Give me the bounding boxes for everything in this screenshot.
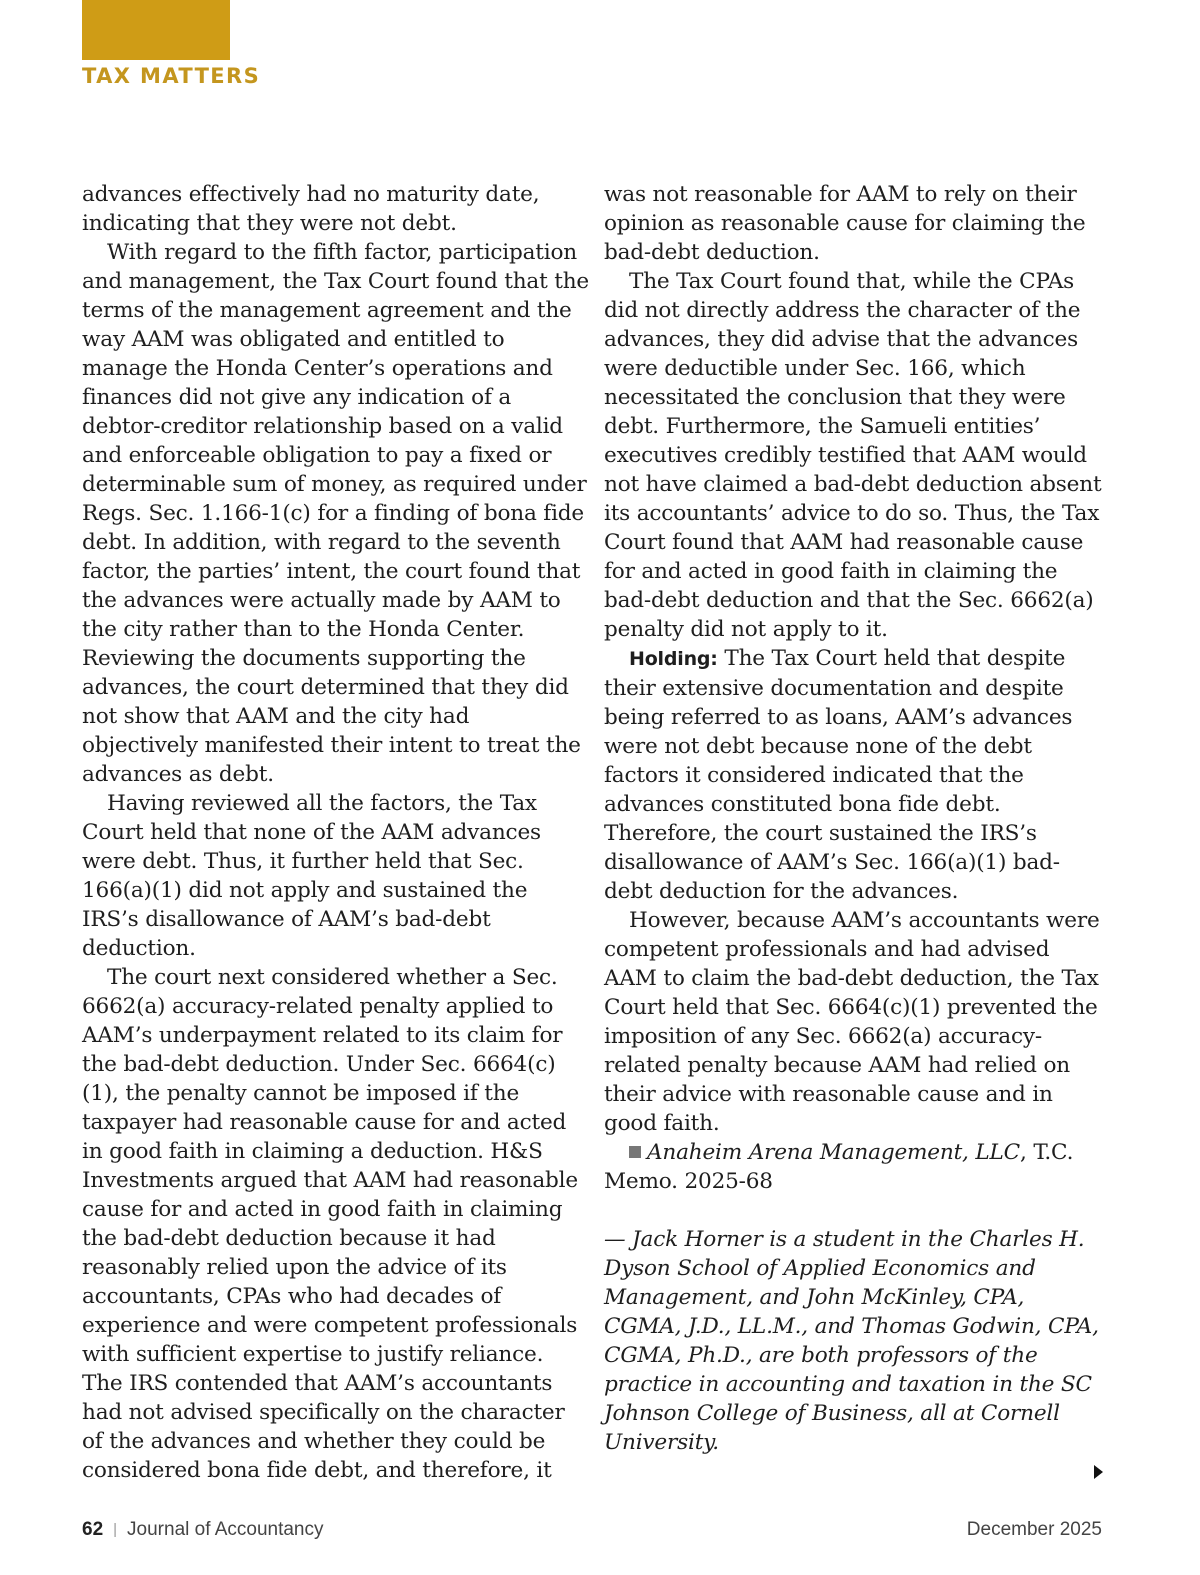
paragraph: The Tax Court found that, while the CPAs did not directly address the character of the advances, they did advise that the advances were deductible under Sec. 166, which necessitated the conclusion that they were debt. Furthermore, the Samueli entities’ executives credibly testified that AAM would not have claimed a bad-debt deduction absent its accountants’ advice to do so. Thus, the Tax Court found that AAM had reasonable cause for and acted in good faith in claiming the bad-debt deduction and that the Sec. 6662(a) penalty did not apply to it. bbox=[604, 269, 1102, 642]
paragraph: advances effectively had no maturity date, indicating that they were not debt. bbox=[82, 182, 540, 236]
paragraph: was not reasonable for AAM to rely on their opinion as reasonable cause for claiming the bad-debt deduction. bbox=[604, 182, 1086, 265]
square-bullet-icon bbox=[629, 1146, 641, 1158]
issue-date: December 2025 bbox=[966, 1519, 1102, 1540]
right-column bbox=[604, 180, 1104, 1457]
section-label: TAX MATTERS bbox=[82, 64, 261, 88]
footer-separator: | bbox=[113, 1521, 118, 1538]
case-name: Anaheim Arena Management, LLC bbox=[647, 1140, 1020, 1165]
author-note: — Jack Horner is a student in the Charles H. Dyson School of Applied Economics and Management, and John McKinley, CPA, CGMA, J.D., LL.M., and Thomas Godwin, CPA, CGMA, Ph.D., are both professors of the practice in accounting and taxation in the SC Johnson College of Business, all at Cornell University. bbox=[604, 1227, 1099, 1455]
section-color-bar bbox=[82, 0, 230, 60]
page-footer bbox=[82, 1519, 1102, 1543]
case-reference: , T.C. Memo. 2025-68 bbox=[604, 1140, 1074, 1194]
triangle-right-icon bbox=[1094, 1465, 1103, 1479]
paragraph: However, because AAM’s accountants were competent professionals and had advised AAM to claim the bad-debt deduction, the Tax Court held that Sec. 6664(c)(1) prevented the imposition of any Sec. 6662(a) accuracy-related penalty because AAM had relied on their advice with reasonable cause and in good faith. bbox=[604, 908, 1100, 1136]
left-column bbox=[82, 180, 590, 1485]
paragraph: With regard to the fifth factor, participation and management, the Tax Court found that the terms of the management agreement and the way AAM was obligated and entitled to manage the Honda Center’s operations and finances did not give any indication of a debtor-creditor relationship based on a valid and enforceable obligation to pay a fixed or determinable sum of money, as required under Regs. Sec. 1.166-1(c) for a finding of bona fide debt. In addition, with regard to the seventh factor, the parties’ intent, the court found that the advances were actually made by AAM to the city rather than to the Honda Center. Reviewing the documents supporting the advances, the court determined that they did not show that AAM and the city had objectively manifested their intent to treat the advances as debt. bbox=[82, 240, 589, 787]
holding-label: Holding: bbox=[629, 648, 718, 670]
case-citation bbox=[604, 1138, 1104, 1196]
page-number: 62 bbox=[82, 1519, 104, 1540]
paragraph: The court next considered whether a Sec. 6662(a) accuracy-related penalty applied to AAM’s underpayment related to its claim for the bad-debt deduction. Under Sec. 6664(c)(1), the penalty cannot be imposed if the taxpayer had reasonable cause for and acted in good faith in claiming a deduction. H&S Investments argued that AAM had reasonable cause for and acted in good faith in claiming the bad-debt deduction because it had reasonably relied upon the advice of its accountants, CPAs who had decades of experience and were competent professionals with sufficient expertise to justify reliance. The IRS contended that AAM’s accountants had not advised specifically on the character of the advances and whether they could be considered bona fide debt, and therefore, it bbox=[82, 965, 578, 1483]
holding-paragraph bbox=[604, 644, 1104, 906]
publication-name: Journal of Accountancy bbox=[127, 1519, 324, 1540]
paragraph: Having reviewed all the factors, the Tax Court held that none of the AAM advances were debt. Thus, it further held that Sec. 166(a)(1) did not apply and sustained the IRS’s disallowance of AAM’s bad-debt deduction. bbox=[82, 791, 541, 961]
holding-text: The Tax Court held that despite their extensive documentation and despite being referred to as loans, AAM’s advances were not debt because none of the debt factors it considered indicated that the advances constituted bona fide debt. Therefore, the court sustained the IRS’s disallowance of AAM’s Sec. 166(a)(1) bad-debt deduction for the advances. bbox=[604, 646, 1073, 904]
